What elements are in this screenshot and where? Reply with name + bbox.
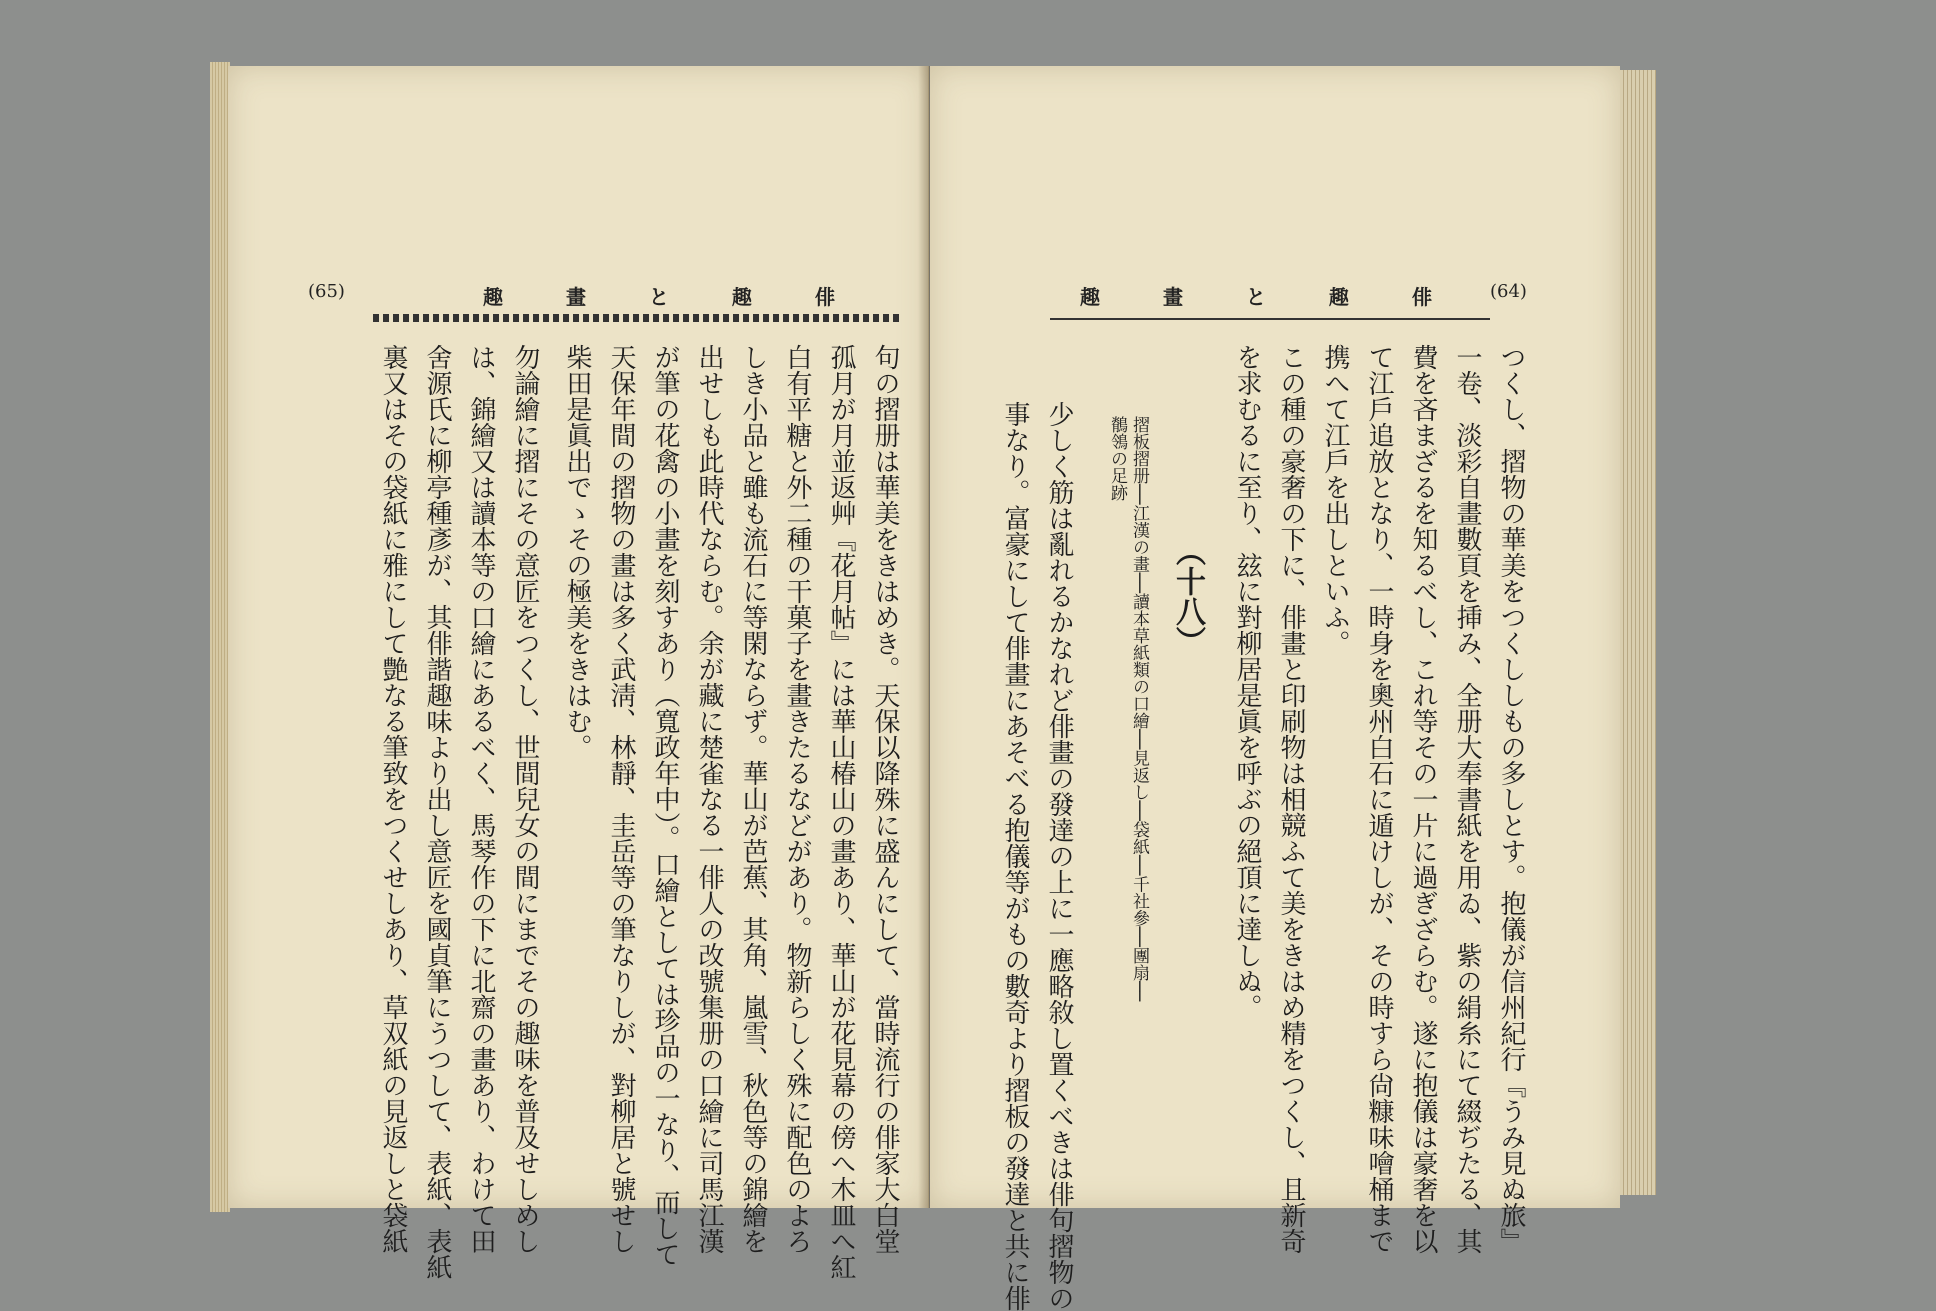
- subheading-line-1: 摺板摺册──江漢の畫──讀本草紙類の口繪──見返し──袋紙──千社參──團扇──: [1129, 416, 1149, 1002]
- left-column-4: しき小品と雖も流石に等閑ならず。華山が芭蕉、其角、嵐雪、秋色等の錦繪を: [738, 344, 768, 1254]
- left-page-number: (65): [308, 281, 345, 302]
- book-edge-right: [1620, 70, 1656, 1195]
- left-header-wave-rule: [373, 314, 903, 322]
- left-column-6: が筆の花禽の小畫を刻すあり（寬政年中）。口繪としては珍品の一なり、而して: [650, 344, 680, 1267]
- right-header-rule: [1050, 318, 1490, 320]
- left-column-10: は、錦繪又は讀本等の口繪にあるべく、馬琴作の下に北齋の畫あり、わけて田: [466, 344, 496, 1254]
- left-column-7: 天保年間の摺物の畫は多く武淸、林靜、圭岳等の筆なりしが、對柳居と號せし: [606, 344, 636, 1254]
- left-column-3: 白有平糖と外二種の干菓子を畫きたるなどがあり。物新らしく殊に配色のよろ: [782, 344, 812, 1254]
- right-column-6: この種の豪奢の下に、俳畫と印刷物は相競ふて美をきはめ精をつくし、且新奇: [1276, 344, 1306, 1254]
- left-column-8: 柴田是眞出でゝその極美をきはむ。: [562, 344, 592, 760]
- right-running-head: [930, 281, 1620, 321]
- open-book: [228, 62, 1718, 1311]
- right-column-7: を求むるに至り、玆に對柳居是眞を呼ぶの絕頂に達しぬ。: [1232, 344, 1262, 1020]
- section-heading: （十八）: [1170, 536, 1205, 656]
- right-column-5: 携へて江戶を出しといふ。: [1320, 344, 1350, 656]
- left-column-12: 裏又はその袋紙に雅にして艶なる筆致をつくせしあり、草双紙の見返しと袋紙: [378, 344, 408, 1254]
- left-column-5: 出せしも此時代ならむ。余が藏に楚雀なる一俳人の改號集册の口繪に司馬江漢: [694, 344, 724, 1254]
- right-running-title: 趣 畫 と 趣 俳: [1080, 285, 1460, 309]
- left-running-title: 趣 畫 と 趣 俳: [483, 285, 863, 309]
- left-page: [228, 66, 929, 1280]
- right-column-2: 一卷、淡彩自畫數頁を挿み、全册大奉書紙を用ゐ、紫の絹糸にて綴ぢたる、其: [1452, 344, 1482, 1254]
- right-page-number: (64): [1490, 281, 1527, 302]
- left-column-11: 舍源氏に柳亭種彥が、其俳諧趣味より出し意匠を國貞筆にうつして、表紙、表紙: [422, 344, 452, 1280]
- left-column-2: 孤月が月並返艸『花月帖』には華山椿山の畫あり、華山が花見幕の傍へ木皿へ紅: [826, 344, 856, 1280]
- right-column-9: 事なり。富豪にして俳畫にあそべる抱儀等がもの數奇より摺板の發達と共に俳: [1000, 401, 1030, 1311]
- right-column-4: て江戶追放となり、一時身を奧州白石に遁けしが、その時すら尙糠味噲桶まで: [1364, 344, 1394, 1254]
- left-column-1: 句の摺册は華美をきはめき。天保以降殊に盛んにして、當時流行の俳家大白堂: [870, 344, 900, 1254]
- subheading-line-2: 鶺鴒の足跡: [1107, 416, 1127, 501]
- right-page: [930, 66, 1620, 1311]
- book-edge-left: [210, 62, 230, 1212]
- left-column-9: 勿論繪に摺にその意匠をつくし、世間兒女の間にまでその趣味を普及せしめし: [510, 344, 540, 1254]
- right-column-8: 少しく筋は亂れるかなれど俳畫の發達の上に一應略敘し置くべきは俳句摺物の: [1044, 401, 1074, 1311]
- right-column-1: つくし、摺物の華美をつくししもの多しとす。抱儀が信州紀行『うみ見ぬ旅』: [1496, 344, 1526, 1254]
- right-column-3: 費を吝まざるを知るべし、これ等その一片に過ぎざらむ。遂に抱儀は豪奢を以: [1408, 344, 1438, 1254]
